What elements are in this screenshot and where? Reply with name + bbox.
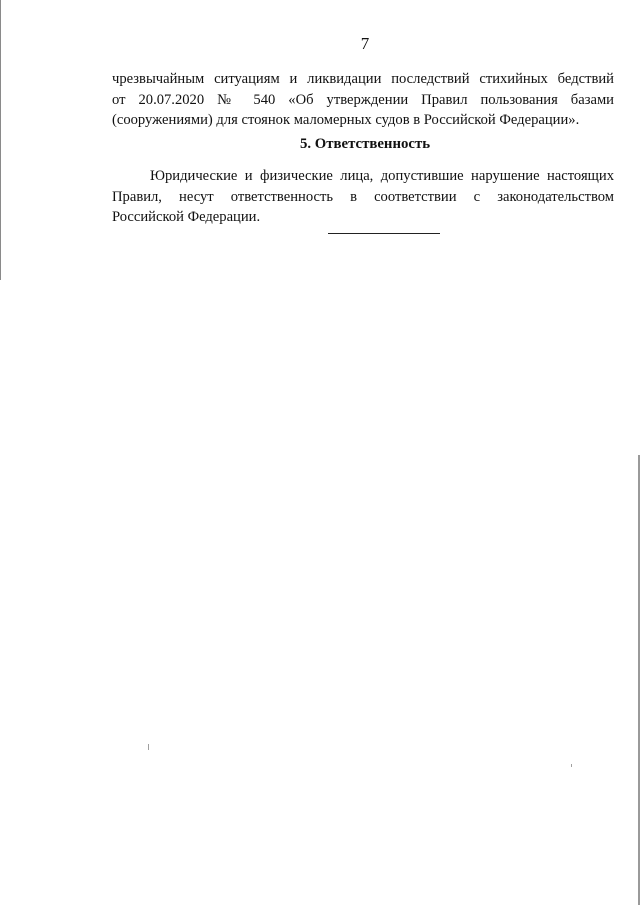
scan-speck bbox=[571, 764, 572, 767]
paragraph-line: чрезвычайным ситуациям и ликвидации последствий стихийных бедствий bbox=[112, 71, 614, 87]
paragraph-line: Юридические и физические лица, допустившие нарушение настоящих bbox=[150, 168, 614, 184]
paragraph-line: от 20.07.2020 № 540 «Об утверждении Правил пользования базами bbox=[112, 91, 614, 108]
page-number: 7 bbox=[360, 34, 370, 53]
section-heading: 5. Ответственность bbox=[299, 136, 431, 152]
paragraph-line: (сооружениями) для стоянок маломерных судов в Российской Федерации». bbox=[112, 112, 580, 128]
paragraph-responsibility bbox=[112, 166, 614, 228]
scan-speck bbox=[148, 744, 149, 750]
document-end-separator bbox=[328, 233, 440, 234]
paragraph-line: Российской Федерации. bbox=[112, 209, 261, 225]
paragraph-previous-regulation bbox=[112, 69, 614, 131]
paragraph-line: Правил, несут ответственность в соответствии с законодательством bbox=[112, 188, 614, 205]
